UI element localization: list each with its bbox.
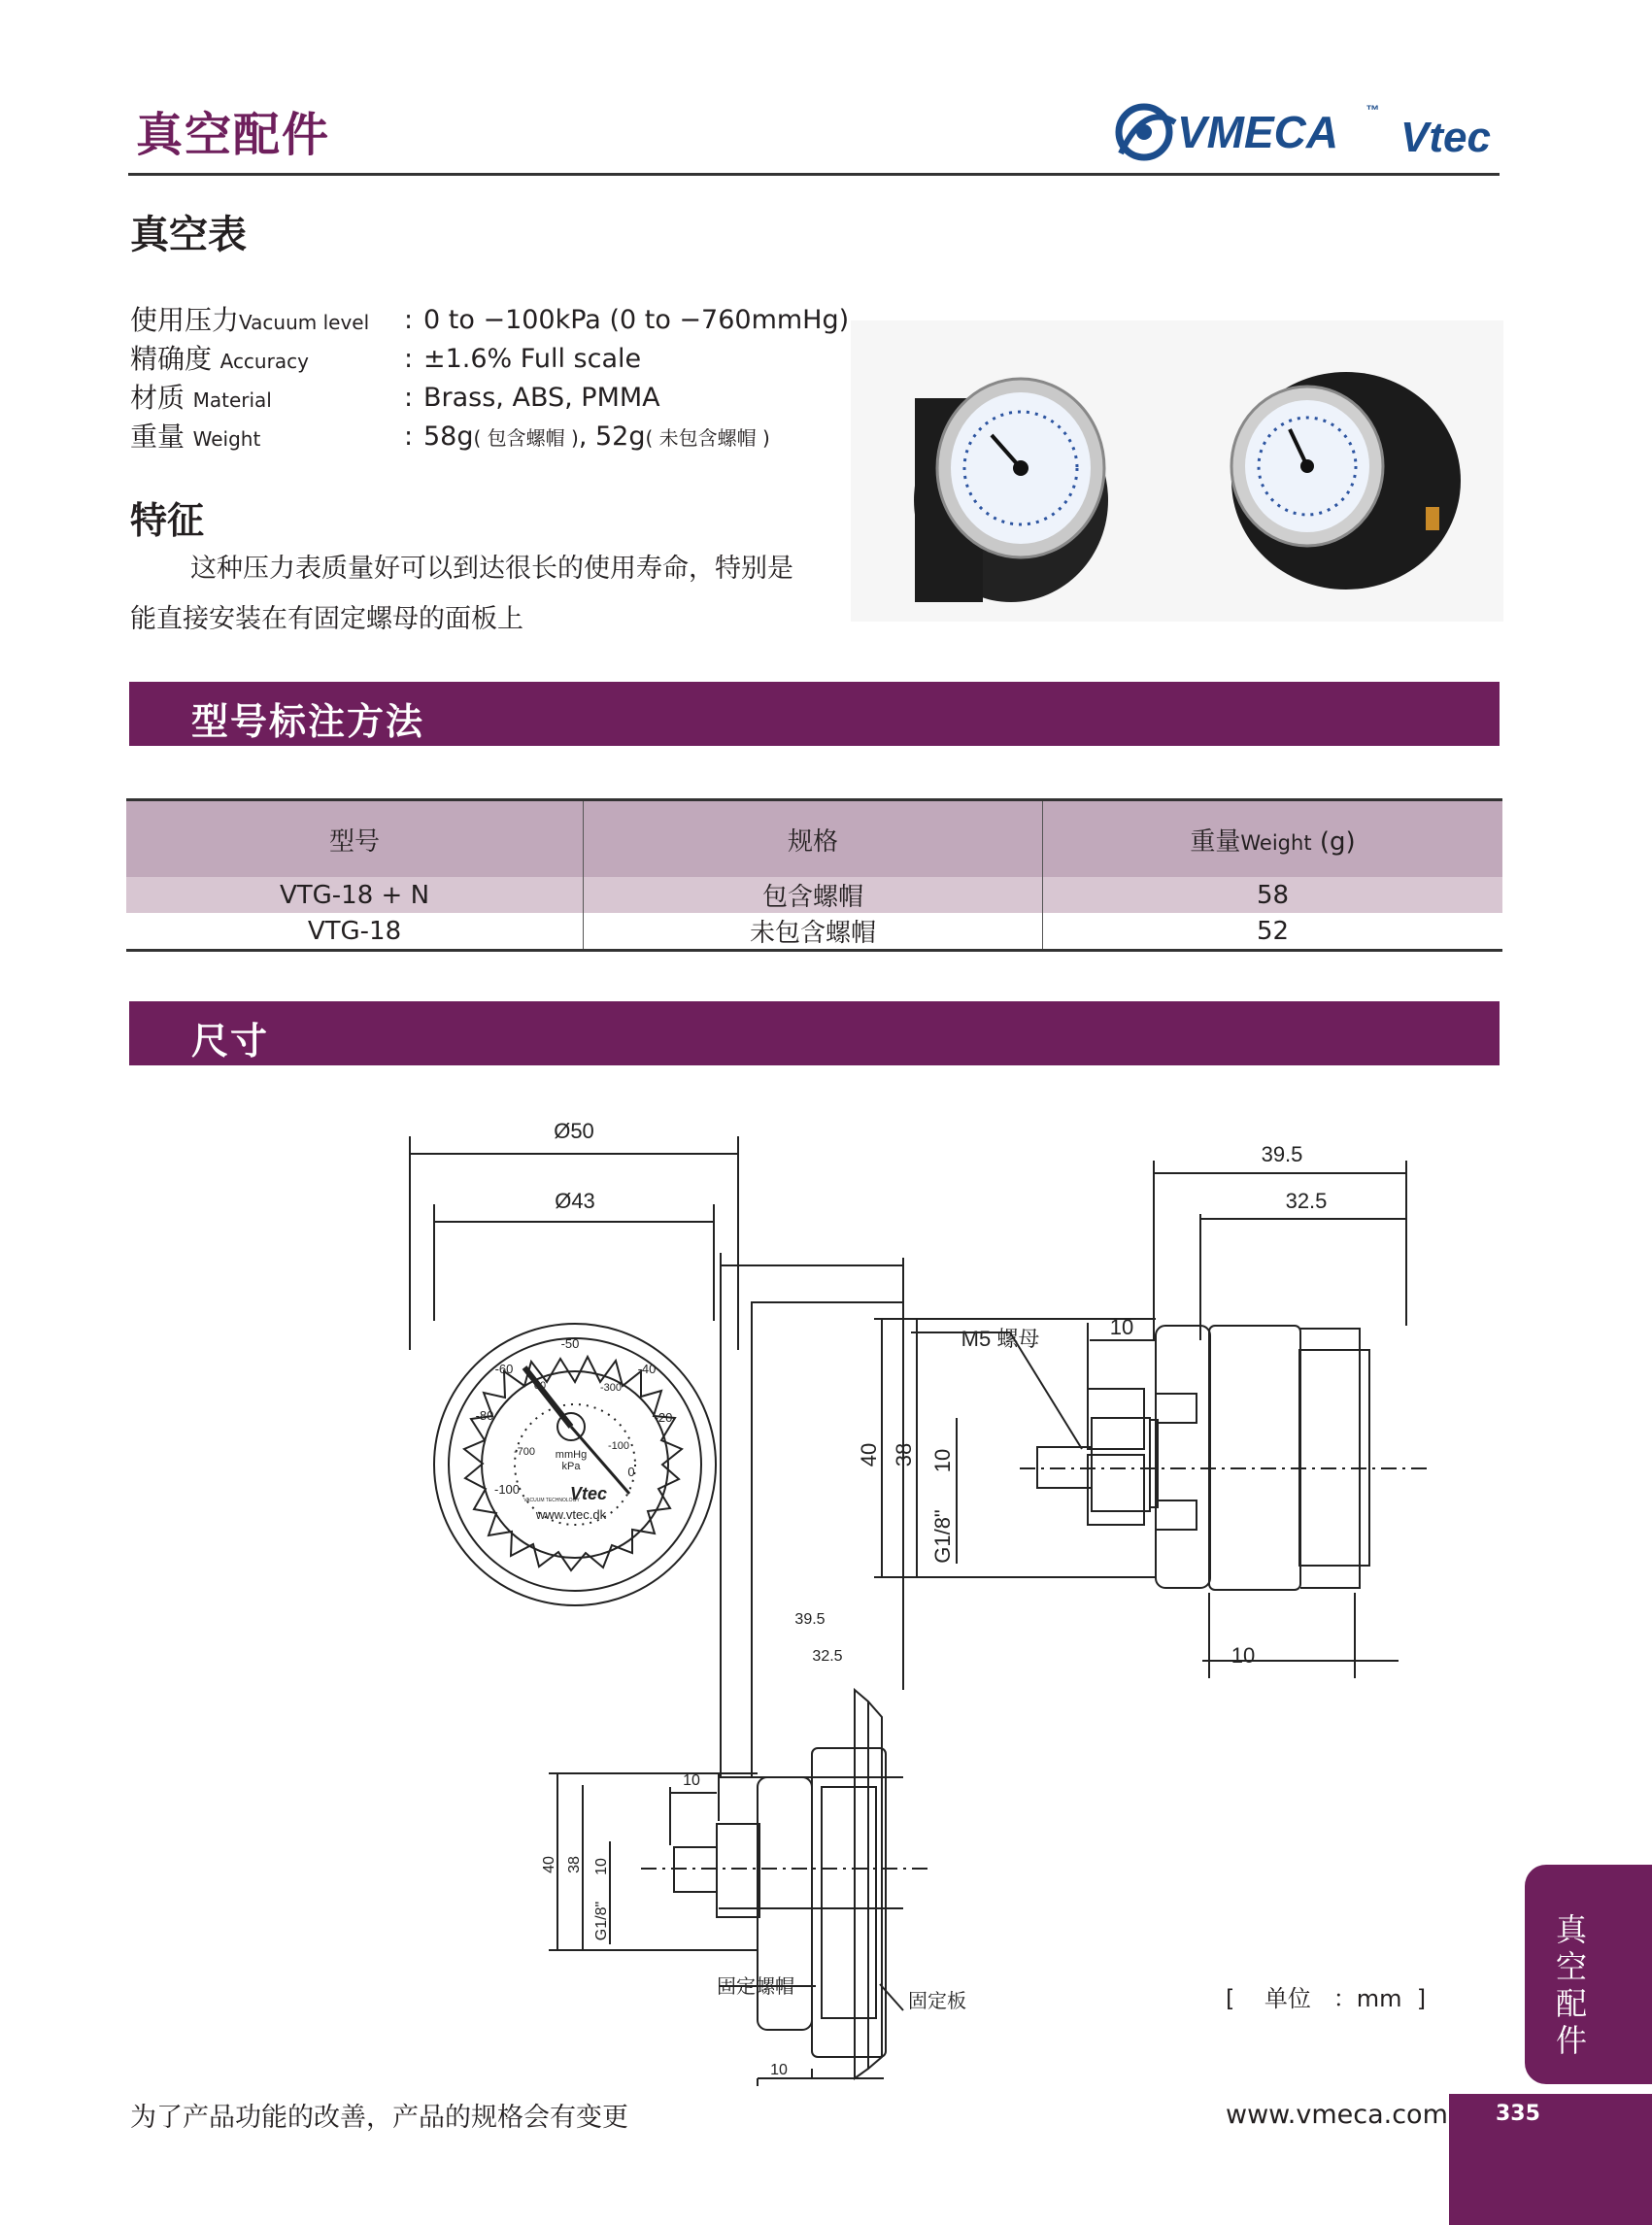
svg-text:-40: -40 bbox=[637, 1362, 657, 1376]
page-number: 335 bbox=[1496, 2102, 1540, 2126]
dim-side-port: G1/8" bbox=[930, 1509, 955, 1564]
dim-side-overall: 39.5 bbox=[1261, 1142, 1303, 1166]
product-title: 真空表 bbox=[130, 213, 247, 257]
svg-text:-300: -300 bbox=[599, 1382, 623, 1394]
model-table bbox=[126, 798, 1502, 952]
dim-side-flange: 10 bbox=[1231, 1643, 1256, 1668]
svg-text:-60: -60 bbox=[494, 1362, 514, 1376]
svg-text:0: 0 bbox=[627, 1465, 635, 1479]
svg-text:-100: -100 bbox=[493, 1482, 521, 1497]
col-model: 型号 bbox=[126, 800, 584, 878]
svg-text:kPa: kPa bbox=[561, 1461, 581, 1472]
vmeca-swirl-icon bbox=[1119, 107, 1175, 157]
dim-mounted-flange: 10 bbox=[770, 2062, 788, 2078]
svg-text:Vtec: Vtec bbox=[569, 1484, 608, 1503]
dim-mounted-thread-dia: 10 bbox=[593, 1858, 610, 1875]
footer-note: 为了产品功能的改善，产品的规格会有变更 bbox=[130, 2103, 628, 2133]
side-tab-label: 真空配件 bbox=[1555, 1911, 1587, 2059]
dimensions-band-title: 尺寸 bbox=[191, 1020, 270, 1062]
ordering-band-title: 型号标注方法 bbox=[191, 700, 425, 743]
dimension-drawings bbox=[0, 1107, 1652, 2098]
dim-dia-outer: Ø50 bbox=[554, 1119, 594, 1143]
spec-row-material: 材质 Material : Brass, ABS, PMMA bbox=[130, 382, 660, 414]
svg-text:-700: -700 bbox=[513, 1446, 536, 1458]
svg-text:-80: -80 bbox=[475, 1408, 494, 1423]
dim-mounted-height-body: 38 bbox=[566, 1856, 583, 1873]
gauge-photo-right bbox=[1231, 372, 1461, 590]
logo-vtec: Vtec bbox=[1400, 114, 1491, 161]
dim-side-thread-dia: 10 bbox=[930, 1448, 955, 1473]
dim-mounted-overall: 39.5 bbox=[794, 1611, 826, 1628]
svg-text:mmHg: mmHg bbox=[555, 1449, 588, 1461]
mounted-view-drawing bbox=[549, 1253, 932, 2086]
table-row: VTG-18 + N 包含螺帽 58 bbox=[126, 877, 1502, 913]
svg-text:-100: -100 bbox=[607, 1440, 630, 1452]
logo-vmeca: VMECA bbox=[1177, 107, 1339, 157]
dimensions-band bbox=[129, 1001, 1500, 1065]
dim-side-height-outer: 40 bbox=[857, 1442, 881, 1467]
svg-text:00: 00 bbox=[533, 1380, 547, 1392]
category-title: 真空配件 bbox=[136, 108, 331, 162]
page-number-box bbox=[1449, 2094, 1652, 2225]
logo-tm: ™ bbox=[1365, 102, 1379, 118]
dim-mounted-panel-label: 固定板 bbox=[908, 1991, 966, 2012]
features-text: 这种压力表质量好可以到达很长的使用寿命，特别是能直接安装在有固定螺母的面板上 bbox=[130, 554, 793, 634]
spec-row-accuracy: 精确度 Accuracy : ±1.6% Full scale bbox=[130, 343, 642, 375]
ordering-band bbox=[129, 682, 1500, 746]
table-row: VTG-18 未包含螺帽 52 bbox=[126, 913, 1502, 951]
dim-dia-inner: Ø43 bbox=[555, 1189, 595, 1213]
header-rule bbox=[128, 173, 1500, 176]
features-title: 特征 bbox=[130, 499, 205, 542]
dim-mounted-port: G1/8" bbox=[593, 1901, 610, 1941]
svg-text:www.vtec.dk: www.vtec.dk bbox=[535, 1507, 607, 1522]
vmeca-vtec-logo bbox=[1107, 93, 1505, 171]
spec-row-weight: 重量 Weight : 58g( 包含螺帽 ), 52g( 未包含螺帽 ) bbox=[130, 421, 770, 453]
svg-text:-20: -20 bbox=[654, 1410, 673, 1425]
dim-side-body: 32.5 bbox=[1285, 1189, 1328, 1213]
dim-side-thread-len: 10 bbox=[1109, 1315, 1134, 1339]
footer-url[interactable]: www.vmeca.com bbox=[1226, 2100, 1448, 2130]
dim-mounted-thread-len: 10 bbox=[683, 1772, 700, 1789]
col-weight: 重量Weight (g) bbox=[1043, 800, 1503, 878]
dim-mounted-height-outer: 40 bbox=[541, 1856, 557, 1873]
svg-text:-50: -50 bbox=[560, 1336, 580, 1351]
side-tab bbox=[1525, 1865, 1652, 2084]
product-photo bbox=[851, 320, 1503, 622]
dim-mounted-body: 32.5 bbox=[812, 1648, 843, 1665]
col-spec: 规格 bbox=[584, 800, 1043, 878]
svg-text:VACUUM TECHNOLOGY: VACUUM TECHNOLOGY bbox=[523, 1498, 580, 1503]
dim-side-nut-label: M5 螺母 bbox=[961, 1327, 1040, 1351]
side-view-drawing bbox=[874, 1161, 1428, 1678]
spec-row-vacuum: 使用压力Vacuum level : 0 to −100kPa (0 to −760mmHg) bbox=[130, 304, 850, 336]
dim-mounted-nut-label: 固定螺帽 bbox=[717, 1976, 794, 1998]
gauge-photo-left bbox=[914, 379, 1108, 602]
unit-note: [ 单位 ：mm ] bbox=[1226, 1985, 1427, 2012]
dim-side-height-body: 38 bbox=[892, 1442, 916, 1467]
